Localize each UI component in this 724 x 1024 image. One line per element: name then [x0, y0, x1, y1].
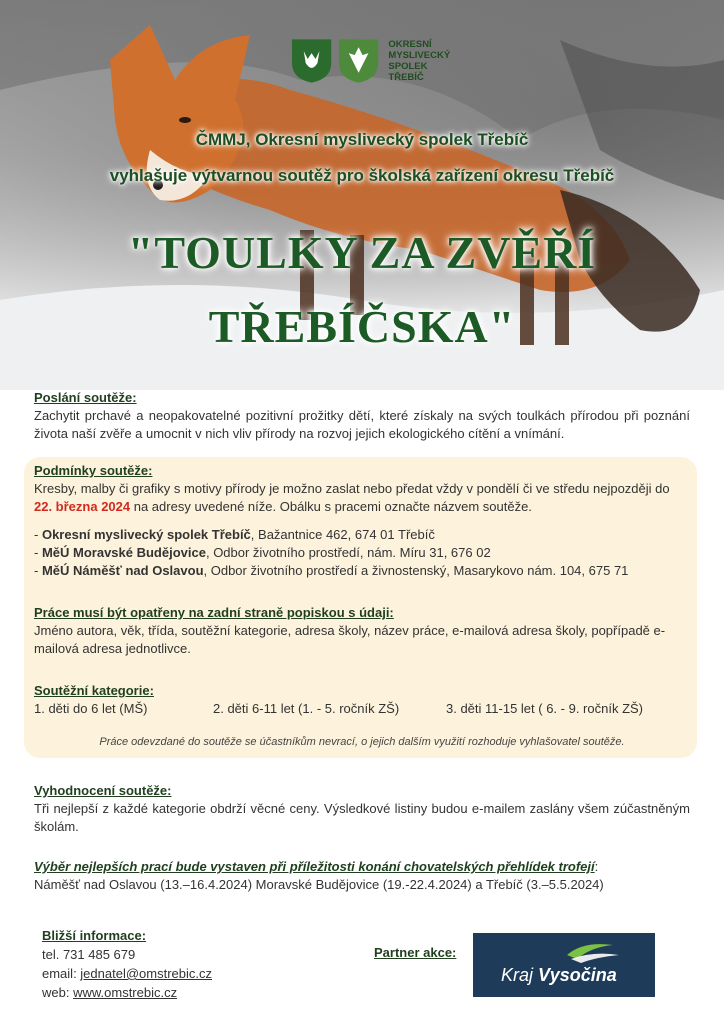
- address-item: - MěÚ Moravské Budějovice, Odbor životního prostředí, nám. Míru 31, 676 02: [34, 545, 491, 560]
- org-logo-line3: TŘEBÍČ: [388, 72, 424, 83]
- return-note: Práce odevzdané do soutěže se účastníkům nevrací, o jejich dalším využití rozhoduje vyhlašovatel soutěže.: [99, 736, 625, 748]
- contest-title-line1: "TOULKY ZA ZVĚŘÍ: [127, 227, 597, 278]
- exhibition-title: Výběr nejlepších prací bude vystaven při příležitosti konání chovatelských přehlídek trofejí: [34, 859, 595, 874]
- evaluation-section: [34, 782, 690, 836]
- conditions-text: [34, 480, 690, 516]
- deadline-date: 22. března 2024: [34, 499, 131, 514]
- organizer-heading: ČMMJ, Okresní myslivecký spolek Třebíč: [195, 130, 529, 149]
- exhibition-colon: :: [594, 859, 599, 874]
- info-web-row: web: www.omstrebic.cz: [42, 985, 178, 1000]
- address-item: - Okresní myslivecký spolek Třebíč, Bažantnice 462, 674 01 Třebíč: [34, 527, 435, 542]
- address-detail: , Bažantnice 462, 674 01 Třebíč: [250, 527, 435, 542]
- deer-shield-icon: [290, 37, 333, 85]
- labels-section: [34, 604, 690, 658]
- info-email-row: email: jednatel@omstrebic.cz: [42, 966, 212, 981]
- address-name: MěÚ Náměšť nad Oslavou: [41, 563, 204, 578]
- categories-title: Soutěžní kategorie:: [34, 683, 154, 698]
- address-detail: , Odbor životního prostředí, nám. Míru 31, 676 02: [205, 545, 491, 560]
- category-item: 3. děti 11-15 let ( 6. - 9. ročník ZŠ): [446, 701, 644, 716]
- partner-label: Partner akce:: [374, 945, 457, 960]
- info-title: Bližší informace:: [42, 928, 147, 943]
- leaf-shield-icon: [337, 37, 380, 85]
- categories-list: [34, 700, 690, 718]
- mission-text: Zachytit prchavé a neopakovatelné pozitivní prožitky dětí, které získaly na svých toulkách přírodou při poznání života naší zvěře a umocnit v nich vliv přírody na rozvoj jejich ekologického cítění a vnímání.: [34, 408, 690, 441]
- labels-text: Jméno autora, věk, třída, soutěžní kategorie, adresa školy, název práce, e-mailová adresa školy, popřípadě e-mailová adresa jednotlivce.: [34, 623, 666, 656]
- exhibition-text: Náměšť nad Oslavou (13.–16.4.2024) Moravské Budějovice (19.-22.4.2024) a Třebíč (3.–5.5.2024): [34, 877, 604, 892]
- web-link[interactable]: www.omstrebic.cz: [73, 985, 178, 1000]
- address-name: Okresní myslivecký spolek Třebíč: [41, 527, 251, 542]
- category-item: 1. děti do 6 let (MŠ): [34, 701, 148, 716]
- hero-fox-illustration: [0, 0, 724, 390]
- evaluation-title: Vyhodnocení soutěže:: [34, 783, 172, 798]
- conditions-text-after: na adresy uvedené níže. Obálku s pracemi označte názvem soutěže.: [130, 499, 532, 514]
- categories-section: [34, 682, 690, 718]
- exhibition-title-row: [34, 858, 690, 876]
- conditions-title: Podmínky soutěže:: [34, 463, 153, 478]
- conditions-text-before: Kresby, malby či grafiky s motivy přírody je možno zaslat nebo předat vždy v pondělí či ve středu nejpozději do: [34, 481, 670, 496]
- kraj-logo-text: Kraj Vysočina: [501, 965, 617, 985]
- org-logo-line2: MYSLIVECKÝ SPOLEK: [388, 50, 451, 72]
- kraj-vysocina-logo: [473, 933, 655, 997]
- address-detail: , Odbor životního prostředí a živnostenský, Masarykovo nám. 104, 675 71: [203, 563, 629, 578]
- address-item: - MěÚ Náměšť nad Oslavou, Odbor životního prostředí a živnostenský, Masarykovo nám. 104, 675 71: [34, 563, 629, 578]
- conditions-section: [34, 462, 690, 580]
- email-link[interactable]: jednatel@omstrebic.cz: [80, 966, 212, 981]
- info-phone: tel. 731 485 679: [42, 947, 136, 962]
- evaluation-text: Tři nejlepší z každé kategorie obdrží věcné ceny. Výsledkové listiny budou e-mailem zaslány všem zúčastněným školám.: [34, 801, 690, 834]
- org-logo-line1: OKRESNÍ: [388, 39, 432, 50]
- mission-section: [34, 389, 690, 443]
- labels-title: Práce musí být opatřeny na zadní straně popiskou s údaji:: [34, 605, 394, 620]
- exhibition-section: [34, 858, 690, 894]
- address-name: MěÚ Moravské Budějovice: [41, 545, 206, 560]
- mission-title: Poslání soutěže:: [34, 390, 137, 405]
- category-item: 2. děti 6-11 let (1. - 5. ročník ZŠ): [213, 701, 400, 716]
- org-logo-text: [388, 39, 490, 83]
- org-logo: [290, 30, 490, 92]
- contest-title-line2: TŘEBÍČSKA": [208, 301, 516, 352]
- contact-info: [42, 926, 302, 1002]
- announcement-heading: vyhlašuje výtvarnou soutěž pro školská zařízení okresu Třebíč: [109, 166, 615, 185]
